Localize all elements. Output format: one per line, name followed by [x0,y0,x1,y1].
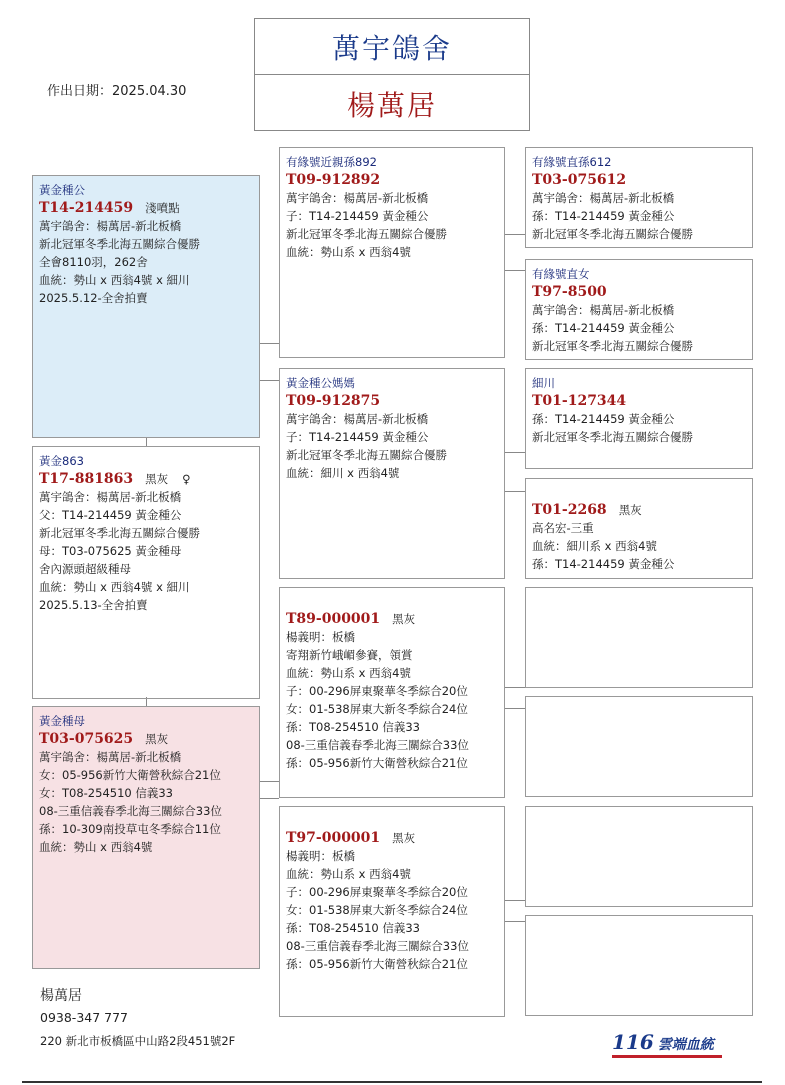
logo-underline [612,1055,722,1058]
info-line: 2025.5.13-全舍拍賣 [39,598,148,612]
info-line: 女：05-956新竹大衛營秋綜合21位 [39,768,221,782]
connector-line [259,781,279,782]
pigeon-name: 有緣號直孫612 [532,155,612,169]
dam-card [32,706,260,969]
granddam-dam-side-card [279,806,505,1017]
info-line: 新北冠軍冬季北海五關綜合優勝 [39,526,200,540]
brand-logo [612,1030,714,1054]
info-line: 血統：勢山系 x 西翁4號 [286,867,411,881]
info-line: 孫：T14-214459 黃金種公 [532,209,675,223]
info-line: 寄翔新竹峨嵋參賽，領賞 [286,648,413,662]
pigeon-name: 有緣號直女 [532,267,590,281]
owner-title: 楊萬居 [346,88,437,122]
ring-number: T09-912875 [286,393,381,409]
pigeon-name: 黃金種公 [39,183,85,197]
connector-line [504,491,525,492]
ring-number: T03-075625 [39,731,134,747]
logo-number: 116 [612,1030,654,1054]
feather-color: 黑灰 [618,503,642,517]
info-line: 新北冠軍冬季北海五關綜合優勝 [532,339,693,353]
ring-number: T17-881863 [39,471,134,487]
ring-number: T97-8500 [532,284,607,300]
pigeon-name: 有緣號近親孫892 [286,155,377,169]
info-line: 新北冠軍冬季北海五關綜合優勝 [532,430,693,444]
female-icon: ♀ [182,472,191,486]
connector-line [504,452,525,453]
feather-color: 黑灰 [392,831,416,845]
info-line: 08-三重信義春季北海三關綜合33位 [286,939,469,953]
connector-line [504,921,525,922]
info-line: 楊義明：板橋 [286,849,355,863]
grandsire-dam-side-card [279,587,505,798]
info-line: 血統：勢山 x 西翁4號 x 細川 [39,273,190,287]
pigeon-name: 黃金種母 [39,714,85,728]
connector-line [504,687,525,688]
loft-title: 萬宇鴿舍 [255,19,529,75]
footer-address: 220 新北市板橋區中山路2段451號2F [40,1034,236,1048]
sire-card [32,175,260,438]
info-line: 2025.5.12-全舍拍賣 [39,291,148,305]
connector-line [504,234,525,235]
info-line: 父：T14-214459 黃金種公 [39,508,182,522]
info-line: 血統：勢山系 x 西翁4號 [286,666,411,680]
info-line: 血統：勢山 x 西翁4號 x 細川 [39,580,190,594]
pigeon-name: 細川 [532,376,555,390]
connector-line [259,343,279,344]
footer-name: 楊萬居 [40,988,82,1004]
info-line: 新北冠軍冬季北海五關綜合優勝 [39,237,200,251]
info-line: 楊義明：板橋 [286,630,355,644]
info-line: 全會8110羽，262舍 [39,255,148,269]
feather-color: 黑灰 [392,612,416,626]
ring-number: T01-127344 [532,393,627,409]
info-line: 子：00-296屏東聚華冬季綜合20位 [286,885,468,899]
info-line: 萬宇鴿舍：楊萬居-新北板橋 [39,219,182,233]
granddam-sire-side-card [279,368,505,579]
info-line: 孫：05-956新竹大衛營秋綜合21位 [286,957,468,971]
ring-number: T14-214459 [39,200,134,216]
info-line: 孫：05-956新竹大衛營秋綜合21位 [286,756,468,770]
info-line: 萬宇鴿舍：楊萬居-新北板橋 [286,412,429,426]
info-line: 子：T14-214459 黃金種公 [286,209,429,223]
info-line: 血統：勢山系 x 西翁4號 [286,245,411,259]
info-line: 孫：T14-214459 黃金種公 [532,321,675,335]
ring-number: T97-000001 [286,830,381,846]
connector-line [504,270,525,271]
great-grandparent-card [525,147,753,248]
connector-line [504,708,525,709]
connector-line [259,798,279,799]
info-line: 孫：T14-214459 黃金種公 [532,412,675,426]
info-line: 女：01-538屏東大新冬季綜合24位 [286,702,468,716]
connector-line [504,900,525,901]
info-line: 舍內源頭超級種母 [39,562,131,576]
info-line: 新北冠軍冬季北海五關綜合優勝 [286,448,447,462]
title-box [254,18,530,131]
info-line: 孫：T14-214459 黃金種公 [532,557,675,571]
empty-card [525,696,753,797]
great-grandparent-card [525,368,753,469]
info-line: 子：T14-214459 黃金種公 [286,430,429,444]
info-line: 血統：勢山 x 西翁4號 [39,840,153,854]
issue-date: 作出日期：2025.04.30 [47,84,187,99]
info-line: 08-三重信義春季北海三關綜合33位 [286,738,469,752]
info-line: 萬宇鴿舍：楊萬居-新北板橋 [286,191,429,205]
info-line: 萬宇鴿舍：楊萬居-新北板橋 [532,191,675,205]
info-line: 血統：細川 x 西翁4號 [286,466,400,480]
info-line: 新北冠軍冬季北海五關綜合優勝 [532,227,693,241]
footer-phone: 0938-347 777 [40,1010,129,1025]
grandsire-sire-side-card [279,147,505,358]
ring-number: T09-912892 [286,172,381,188]
feather-color: 黑灰 [145,472,169,486]
ring-number: T03-075612 [532,172,627,188]
logo-text: 雲端血統 [657,1037,714,1053]
great-grandparent-card [525,478,753,579]
bottom-divider [22,1081,762,1083]
feather-color: 淺噴點 [145,201,180,215]
info-line: 萬宇鴿舍：楊萬居-新北板橋 [39,750,182,764]
info-line: 新北冠軍冬季北海五關綜合優勝 [286,227,447,241]
empty-card [525,915,753,1016]
info-line: 萬宇鴿舍：楊萬居-新北板橋 [532,303,675,317]
info-line: 萬宇鴿舍：楊萬居-新北板橋 [39,490,182,504]
subject-card [32,446,260,699]
empty-card [525,806,753,907]
pigeon-name: 黃金863 [39,454,84,468]
ring-number: T01-2268 [532,502,607,518]
great-grandparent-card [525,259,753,360]
info-line: 母：T03-075625 黃金種母 [39,544,182,558]
info-line: 女：01-538屏東大新冬季綜合24位 [286,903,468,917]
info-line: 子：00-296屏東聚華冬季綜合20位 [286,684,468,698]
info-line: 高名宏-三重 [532,521,594,535]
empty-card [525,587,753,688]
connector-line [259,380,279,381]
info-line: 08-三重信義春季北海三關綜合33位 [39,804,222,818]
info-line: 女：T08-254510 信義33 [39,786,173,800]
ring-number: T89-000001 [286,611,381,627]
feather-color: 黑灰 [145,732,169,746]
info-line: 血統：細川系 x 西翁4號 [532,539,657,553]
info-line: 孫：T08-254510 信義33 [286,720,420,734]
info-line: 孫：10-309南投草屯冬季綜合11位 [39,822,221,836]
pigeon-name: 黃金種公媽媽 [286,376,355,390]
info-line: 孫：T08-254510 信義33 [286,921,420,935]
